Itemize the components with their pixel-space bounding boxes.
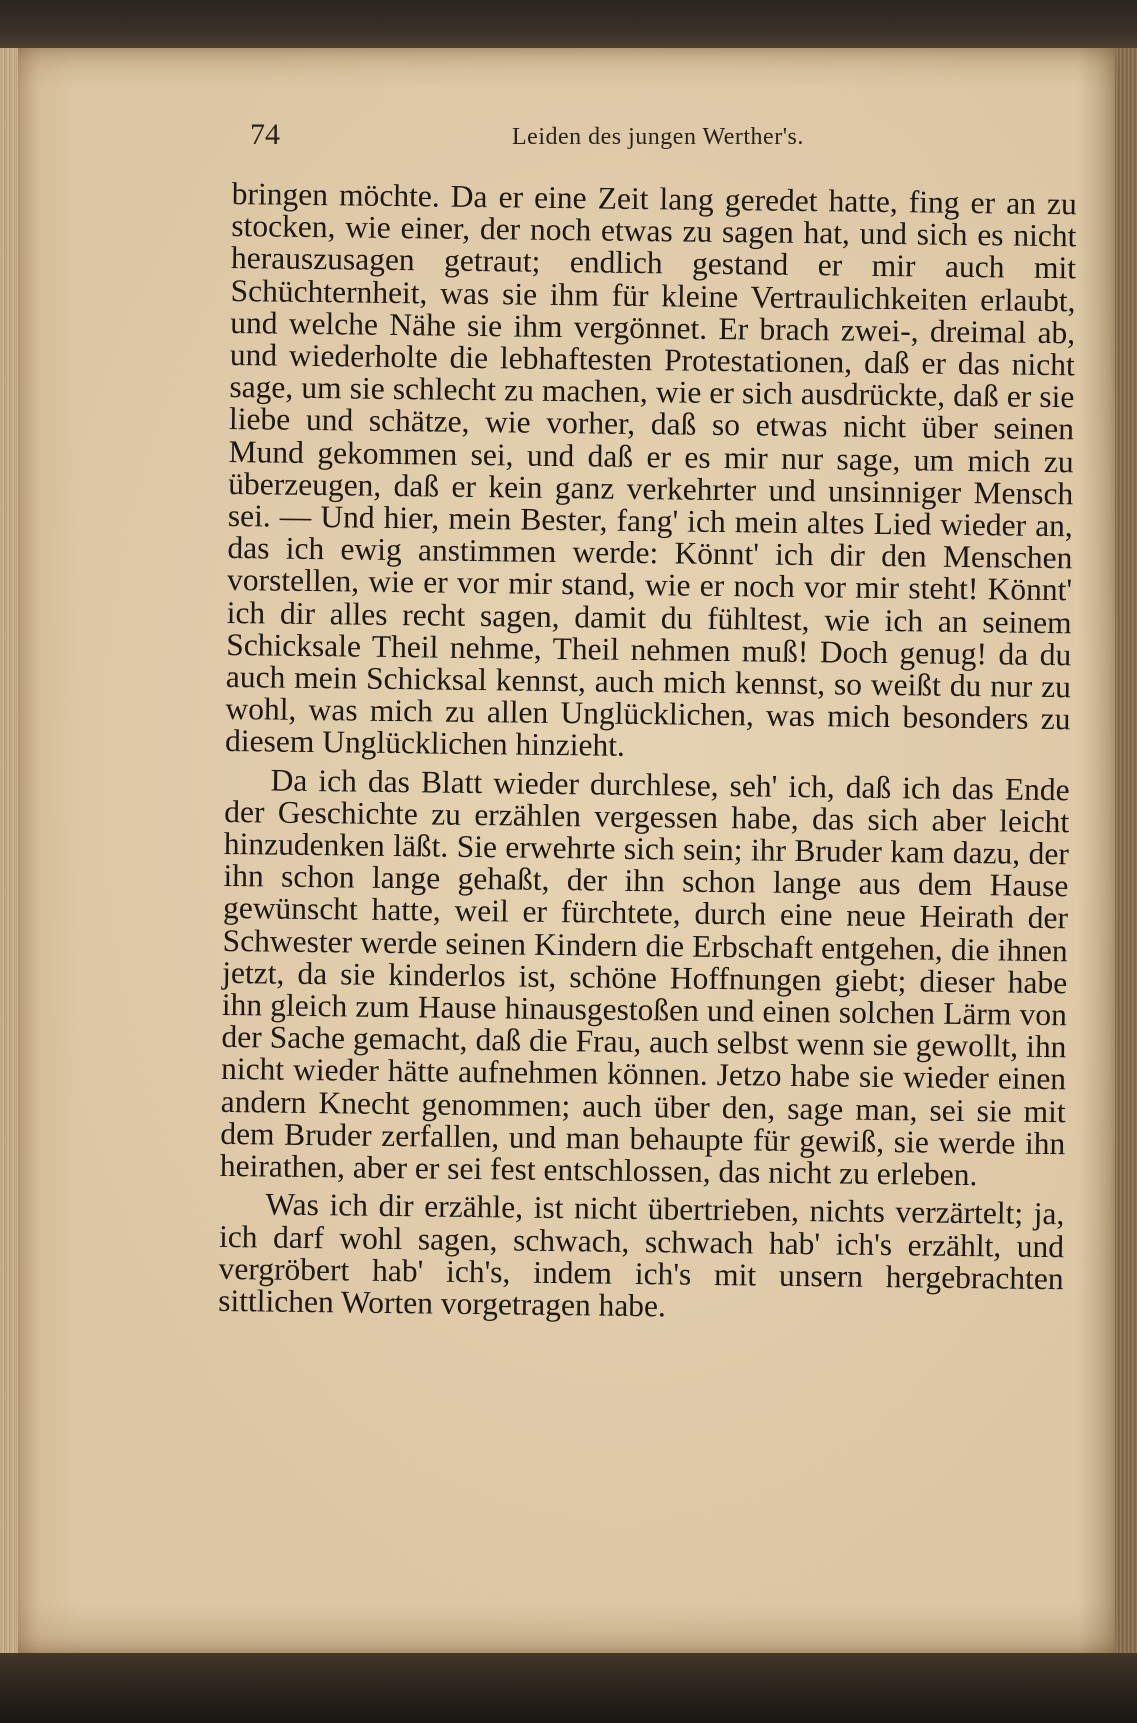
paragraph: Was ich dir erzähle, ist nicht übertrieben, nichts verzärtelt; ja, ich darf wohl sagen, schwach, schwach hab' ich's erzählt, und vergröbert hab' ich's, indem ich's mit unsern hergebrachten sittlichen Worten vorgetragen habe. [218, 1186, 1065, 1324]
running-title: Leiden des jungen Werther's. [512, 124, 804, 150]
paragraph-continuation: bringen möchte. Da er eine Zeit lang geredet hatte, fing er an zu stocken, wie einer, der noch etwas zu sagen hat, und sich es nicht herauszusagen getraut; endlich gestand er mir auch mit Schüchternheit, was sie ihm für kleine Vertraulichkeiten erlaubt, und welche Nähe sie ihm vergönnet. Er brach zwei-, dreimal ab, und wiederholte die lebhaftesten Protestationen, daß er das nicht sage, um sie schlecht zu machen, wie er sich ausdrückte, daß er sie liebe und schätze, wie vorher, daß so etwas nicht über seinen Mund gekommen sei, und daß er es mir nur sage, um mich zu überzeugen, daß er kein ganz verkehrter und unsinniger Mensch sei. — Und hier, mein Bester, fang' ich mein altes Lied wieder an, das ich ewig anstimmen werde: Könnt' ich dir den Menschen vorstellen, wie er vor mir stand, wie er noch vor mir steht! Könnt' ich dir alles recht sagen, damit du fühltest, wie ich an seinem Schicksale Theil nehme, Theil nehmen muß! Doch genug! da du auch mein Schicksal kennst, auch mich kennst, so weißt du nur zu wohl, was mich zu allen Unglücklichen, was mich besonders zu diesem Unglücklichen hinzieht. [224, 176, 1077, 764]
page-number: 74 [250, 118, 280, 151]
page-stack-left [0, 48, 18, 1653]
running-head [250, 118, 850, 158]
paragraph: Da ich das Blatt wieder durchlese, seh' ich, daß ich das Ende der Geschichte zu erzählen vergessen habe, das sich aber leicht hinzudenken läßt. Sie erwehrte sich sein; ihr Bruder kam dazu, der ihn schon lange gehaßt, der ihn schon lange aus dem Hause gewünscht hatte, weil er fürchtete, durch eine neue Heirath der Schwester werde seinen Kindern die Erbschaft entgehen, die ihnen jetzt, da sie kinderlos ist, schöne Hoffnungen giebt; dieser habe ihn gleich zum Hause hinausgestoßen und einen solchen Lärm von der Sache gemacht, daß die Frau, auch selbst wenn sie gewollt, ihn nicht wieder hätte aufnehmen können. Jetzo habe sie wieder einen andern Knecht genommen; auch über den, sage man, sei sie mit dem Bruder zerfallen, und man behaupte für gewiß, sie werde ihn heirathen, aber er sei fest entschlossen, das nicht zu erleben. [219, 762, 1070, 1193]
page-stack-right [1115, 48, 1137, 1653]
body-text [218, 178, 1077, 1327]
